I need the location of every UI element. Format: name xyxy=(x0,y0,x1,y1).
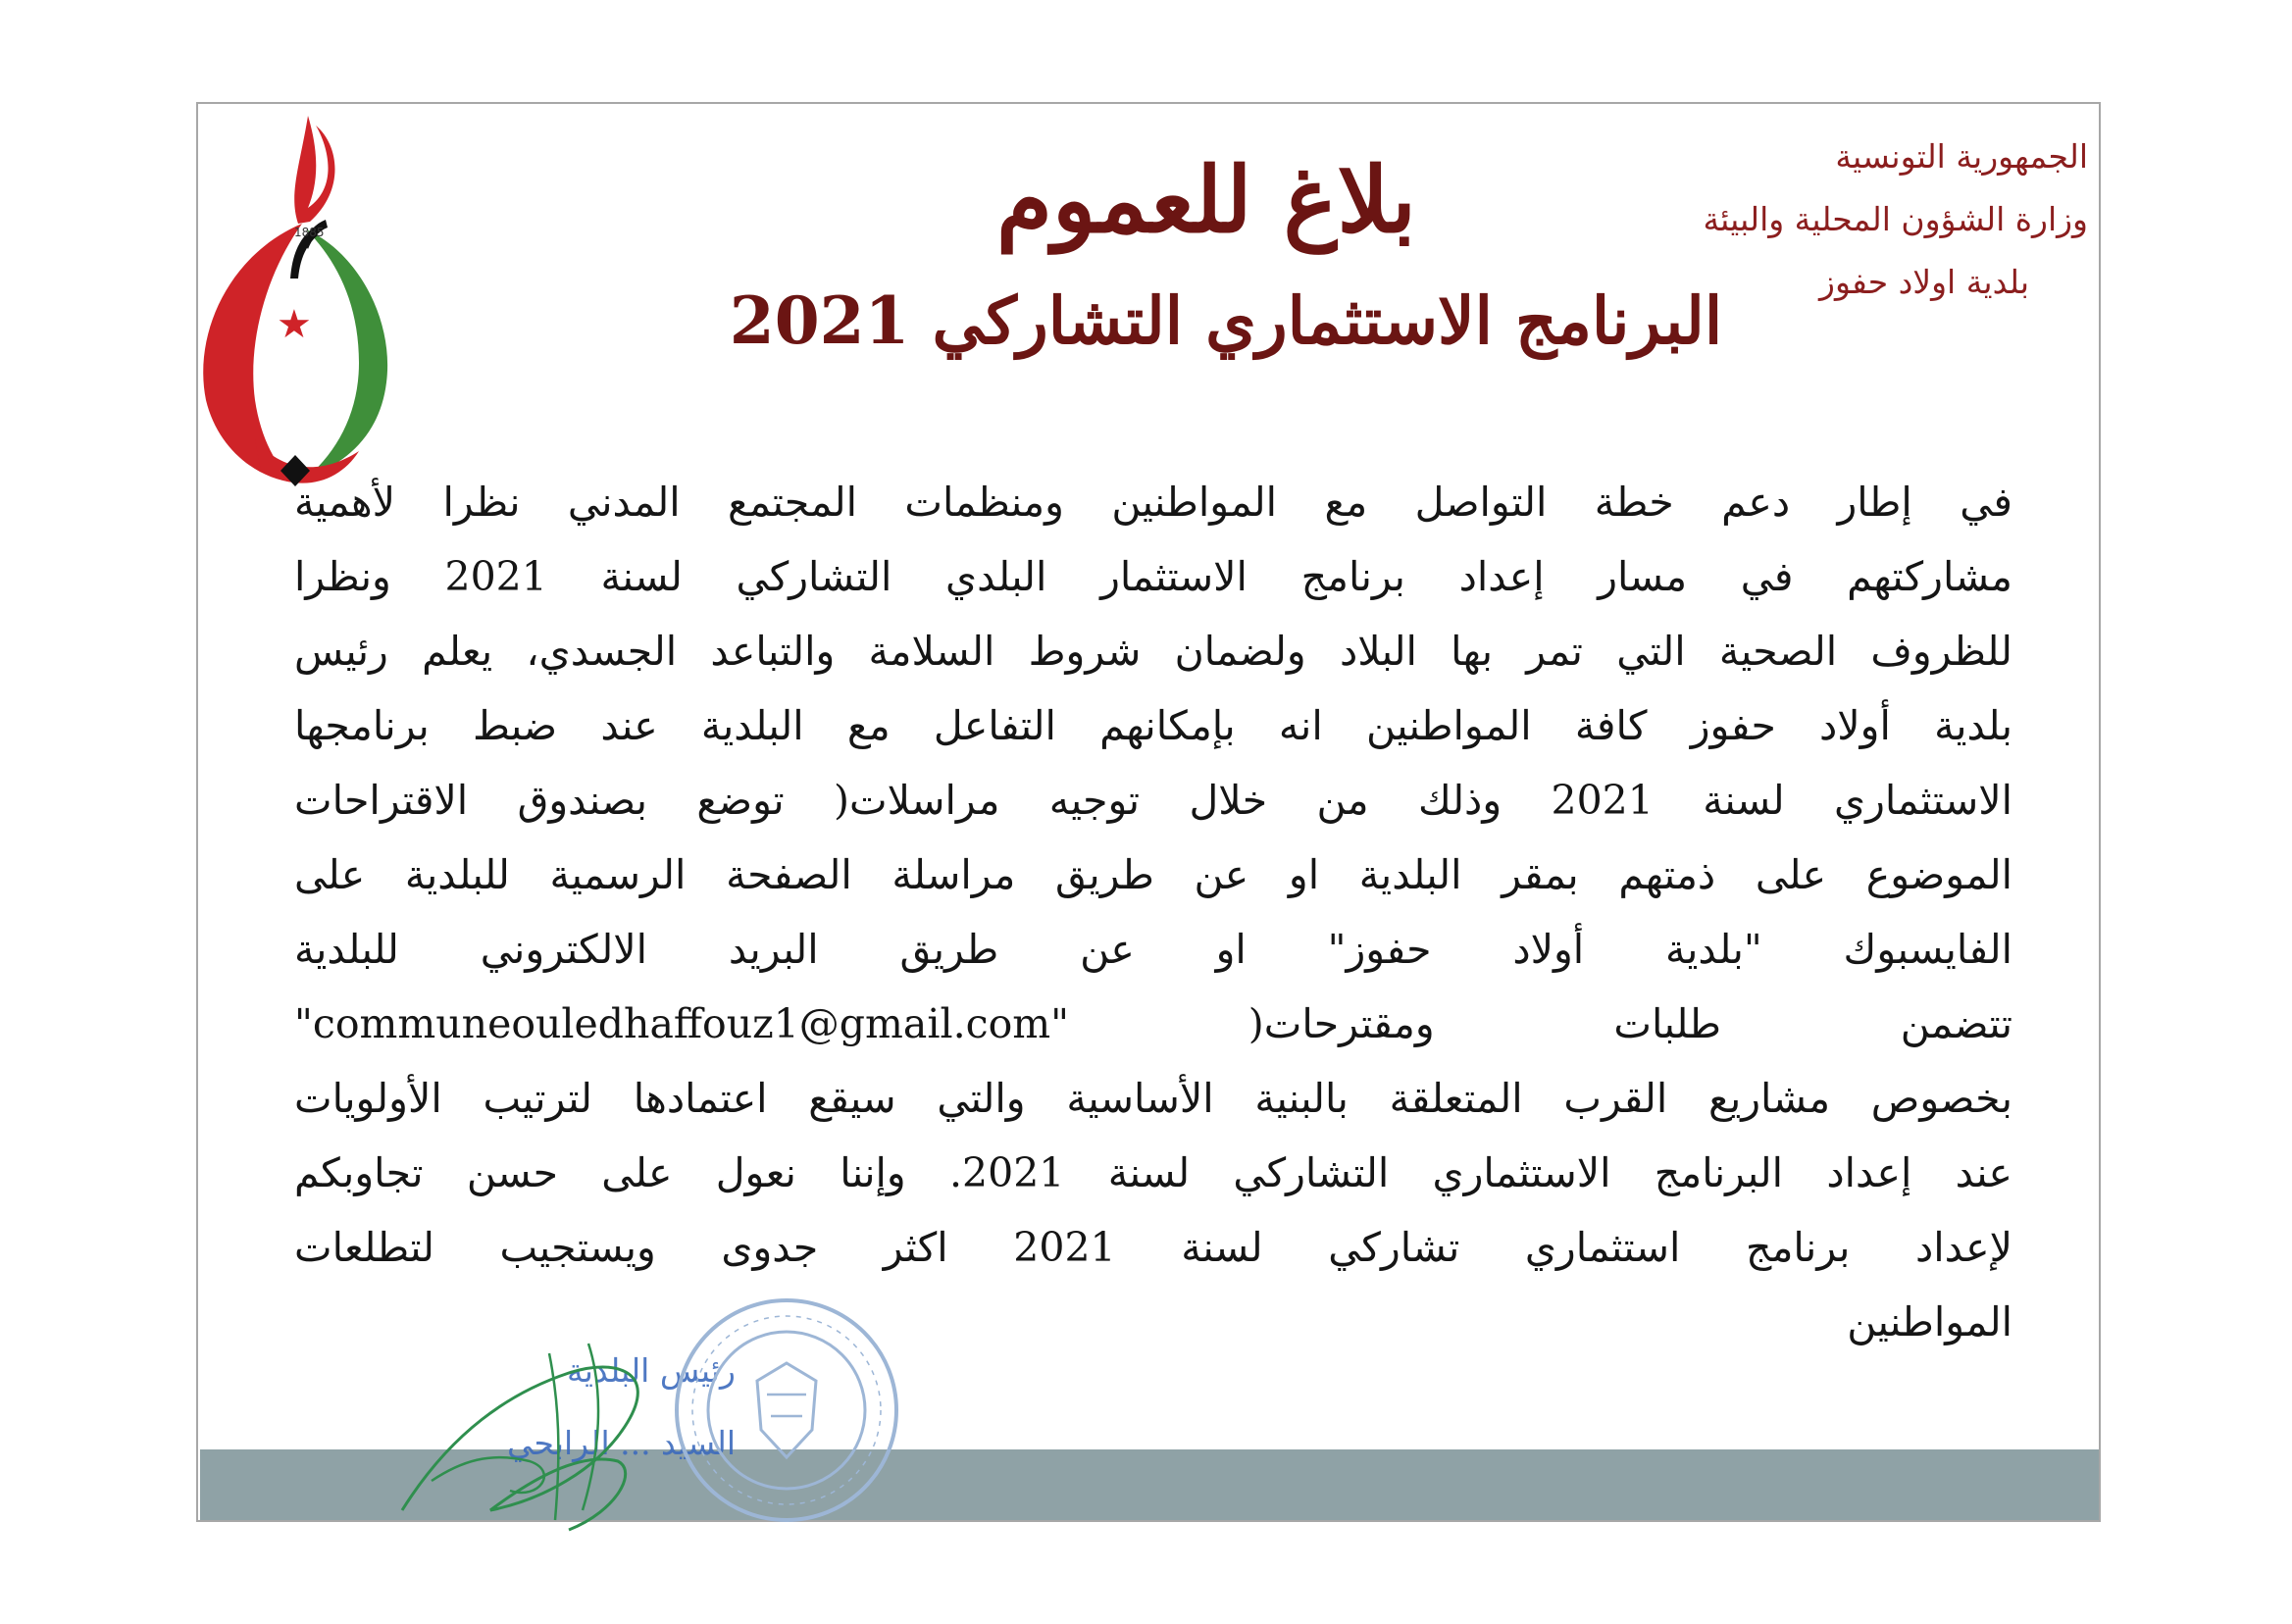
body-line: مشاركتهم في مسار إعداد برنامج الاستثمار البلدي التشاركي لسنة 2021 ونظرا xyxy=(294,553,2013,600)
announcement-title: بلاغ للعموم xyxy=(996,147,1416,253)
star-icon: ★ xyxy=(277,302,312,347)
body-line: بلدية أولاد حفوز كافة المواطنين انه بإمكانهم التفاعل مع البلدية عند ضبط برنامجها xyxy=(294,702,2012,749)
body-line: عند إعداد البرنامج الاستثماري التشاركي لسنة 2021. وإننا نعول على حسن تجاوبكم xyxy=(294,1149,2013,1196)
logo-year: 1885 xyxy=(294,226,325,239)
body-line: الموضوع على ذمتهم بمقر البلدية او عن طريق مراسلة الصفحة الرسمية للبلدية على xyxy=(294,851,2012,898)
announcement-subtitle: البرنامج الاستثماري التشاركي 2021 xyxy=(729,282,1723,359)
body-line: لإعداد برنامج استثماري تشاركي لسنة 2021 اكثر جدوى ويستجيب لتطلعات xyxy=(294,1224,2012,1271)
handwritten-signature xyxy=(373,1314,706,1549)
body-line: في إطار دعم خطة التواصل مع المواطنين ومنظمات المجتمع المدني نظرا لأهمية xyxy=(294,479,2012,526)
header-ministry: وزارة الشؤون المحلية والبيئة xyxy=(1703,200,2088,238)
header-country: الجمهورية التونسية xyxy=(1835,137,2088,176)
body-line: الاستثماري لسنة 2021 وذلك من خلال توجيه مراسلات( توضع بصندوق الاقتراحات xyxy=(294,777,2012,824)
official-stamp xyxy=(669,1293,904,1528)
signature-block xyxy=(363,1324,942,1540)
signature-name: السيد ... الرابحي xyxy=(507,1424,736,1462)
body-line-email: "communeouledhaffouz1@gmail.com" )تتضمن طلبات ومقترحات xyxy=(294,1000,2012,1047)
header-municipality: بلدية اولاد حفوز xyxy=(1819,263,2029,301)
announcement-body xyxy=(294,465,2012,1359)
body-line: بخصوص مشاريع القرب المتعلقة بالبنية الأساسية والتي سيقع اعتمادها لترتيب الأولويات xyxy=(294,1075,2012,1122)
body-line: المواطنين xyxy=(1847,1298,2012,1345)
municipality-logo xyxy=(192,106,398,498)
body-line: للظروف الصحية التي تمر بها البلاد ولضمان شروط السلامة والتباعد الجسدي، يعلم رئيس xyxy=(294,628,2012,675)
signature-title: رئيس البلدية xyxy=(567,1351,736,1390)
body-line: الفايسبوك "بلدية أولاد حفوز" او عن طريق البريد الالكتروني للبلدية xyxy=(294,926,2012,973)
